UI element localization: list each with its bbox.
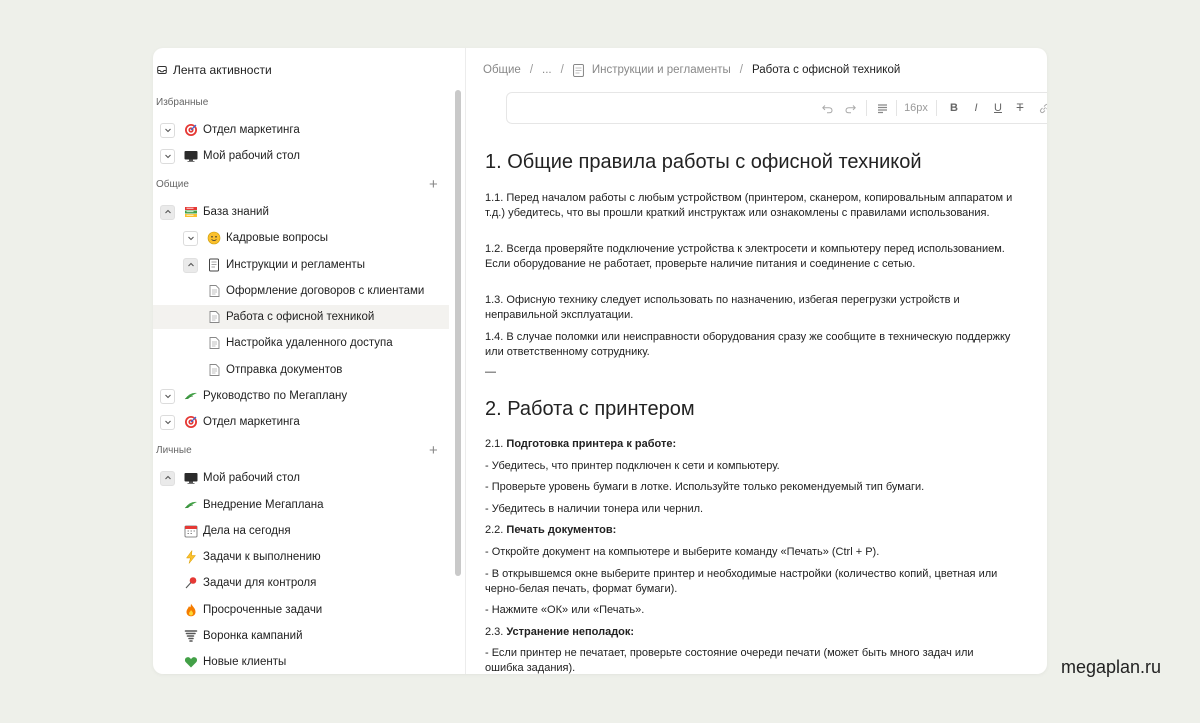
section-number: 2.1. [485, 438, 507, 450]
section-favorites: Избранные [156, 97, 209, 108]
collapse-toggle[interactable] [160, 471, 175, 486]
toolbar-divider [896, 100, 897, 116]
sidebar-item-knowledge-base[interactable] [160, 200, 269, 224]
paragraph-style-button[interactable] [875, 101, 889, 115]
main-content [466, 48, 1047, 674]
sidebar-item-label: Задачи к выполнению [203, 551, 321, 563]
target-icon [184, 123, 198, 137]
sidebar-scrollbar[interactable] [455, 90, 461, 576]
sidebar-item-contracts[interactable] [207, 279, 424, 303]
redo-icon [845, 103, 856, 114]
italic-button[interactable]: I [974, 102, 978, 114]
breadcrumb-current: Работа с офисной техникой [752, 64, 901, 76]
subheading-2-2 [485, 523, 1013, 538]
sidebar-item-remote-access[interactable] [207, 331, 393, 355]
lightning-icon [184, 550, 198, 564]
list-item: - В открывшемся окне выберите принтер и необходимые настройки (количество копий, цветная или черно-белая печать, формат бумаги). [485, 568, 998, 596]
breadcrumb-root[interactable]: Общие [483, 64, 521, 76]
redo-button[interactable] [843, 101, 857, 115]
page-icon [207, 284, 221, 298]
leaf-icon [184, 389, 198, 403]
fire-icon [184, 603, 198, 617]
page-icon [207, 310, 221, 324]
sidebar-item-campaigns[interactable] [184, 624, 303, 648]
target-icon [184, 415, 198, 429]
expand-toggle[interactable] [160, 389, 175, 404]
sidebar-item-label: Руководство по Мегаплану [203, 390, 348, 402]
breadcrumb-parent[interactable]: Инструкции и регламенты [591, 64, 731, 76]
breadcrumb-ellipsis[interactable]: ... [542, 64, 552, 76]
breadcrumb [483, 62, 900, 78]
sidebar-item-megaplan-guide[interactable] [160, 384, 347, 408]
heart-icon [184, 655, 198, 669]
font-size-select[interactable]: 16px [904, 102, 928, 114]
chevron-down-icon [164, 126, 172, 134]
sidebar-item-label: Внедрение Мегаплана [203, 499, 324, 511]
link-button[interactable] [1037, 101, 1047, 115]
section-title: Подготовка принтера к работе: [506, 438, 677, 450]
activity-feed-link[interactable] [157, 62, 272, 78]
link-icon [1039, 103, 1048, 114]
page-icon [207, 363, 221, 377]
sidebar-item-desktop-fav[interactable] [160, 144, 300, 168]
monitor-icon [184, 149, 198, 163]
editor-toolbar [506, 92, 1047, 124]
sidebar-item-today[interactable] [184, 519, 291, 543]
sidebar-item-sending-docs[interactable] [207, 358, 342, 382]
chevron-up-icon [187, 261, 195, 269]
sidebar-item-label: Настройка удаленного доступа [226, 337, 393, 349]
section-title: Устранение неполадок: [506, 626, 635, 638]
paragraph-icon [877, 103, 888, 114]
list-item: - Откройте документ на компьютере и выберите команду «Печать» (Ctrl + P). [485, 546, 880, 558]
sidebar-item-label: Отправка документов [226, 364, 343, 376]
breadcrumb-separator: / [529, 64, 534, 76]
chevron-down-icon [164, 392, 172, 400]
activity-feed-label: Лента активности [173, 63, 272, 77]
list-item: - Если принтер не печатает, проверьте состояние очереди печати (может быть много задач или ошибка задания). [485, 647, 974, 674]
add-common-button[interactable]: + [429, 176, 438, 193]
sidebar-item-label: Воронка кампаний [203, 630, 303, 642]
sidebar-item-office-equipment[interactable] [153, 305, 449, 329]
document-icon [573, 64, 584, 77]
sidebar-item-label: Задачи для контроля [203, 577, 317, 589]
toolbar-divider [936, 100, 937, 116]
paragraph-1-4: 1.4. В случае поломки или неисправности оборудования сразу же сообщите в техническую поддержку или ответственному сотруднику. [485, 331, 1011, 359]
sidebar-item-label: Кадровые вопросы [226, 232, 328, 244]
separator-dash: — [485, 366, 496, 378]
sidebar-item-overdue[interactable] [184, 598, 322, 622]
expand-toggle[interactable] [183, 231, 198, 246]
section-personal: Личные [156, 445, 192, 456]
document-icon [207, 258, 221, 272]
subheading-2-3 [485, 625, 1013, 640]
paragraph-1-1: 1.1. Перед началом работы с любым устройством (принтером, сканером, копировальным аппаратом и т.д.) убедитесь, что вы прошли краткий инструктаж или ознакомлены с правилами использования. [485, 192, 1013, 220]
leaf-icon [184, 498, 198, 512]
sidebar-item-label: Работа с офисной техникой [226, 311, 375, 323]
inbox-icon [157, 65, 167, 75]
collapse-toggle[interactable] [183, 258, 198, 273]
sidebar [153, 48, 466, 674]
paragraph-1-3: 1.3. Офисную технику следует использовать по назначению, избегая перегрузки устройств и неправильной эксплуатации. [485, 294, 960, 322]
strikethrough-button[interactable]: T [1016, 102, 1024, 114]
smile-icon [207, 231, 221, 245]
sidebar-item-label: Оформление договоров с клиентами [226, 285, 425, 297]
list-item: - Убедитесь, что принтер подключен к сети и компьютеру. [485, 460, 780, 472]
sidebar-item-hr[interactable] [183, 226, 328, 250]
undo-icon [822, 103, 833, 114]
sidebar-item-label: Мой рабочий стол [203, 150, 301, 162]
bold-button[interactable]: B [950, 102, 958, 114]
subheading-2-1 [485, 437, 1013, 452]
undo-button[interactable] [820, 101, 834, 115]
tornado-icon [184, 629, 198, 643]
sidebar-item-label: База знаний [203, 206, 269, 218]
sidebar-item-megaplan-rollout[interactable] [184, 493, 324, 517]
sidebar-item-label: Отдел маркетинга [203, 124, 300, 136]
expand-toggle[interactable] [160, 415, 175, 430]
heading-general-rules: 1. Общие правила работы с офисной техникой [485, 151, 922, 173]
monitor-icon [184, 471, 198, 485]
sidebar-item-todo[interactable] [184, 545, 321, 569]
breadcrumb-separator: / [739, 64, 743, 76]
section-title: Печать документов: [506, 524, 617, 536]
list-item: - Нажмите «ОК» или «Печать». [485, 604, 645, 616]
sidebar-item-marketing-fav[interactable] [160, 118, 300, 142]
chevron-down-icon [164, 152, 172, 160]
brand-watermark: megaplan.ru [1061, 657, 1162, 677]
sidebar-item-instructions[interactable] [183, 253, 365, 277]
heading-printer: 2. Работа с принтером [485, 398, 695, 420]
list-item: - Убедитесь в наличии тонера или чернил. [485, 503, 704, 515]
page-icon [207, 336, 221, 350]
expand-toggle[interactable] [160, 149, 175, 164]
section-number: 2.2. [485, 524, 507, 536]
toolbar-divider [866, 100, 867, 116]
app-window [153, 48, 1047, 674]
underline-button[interactable]: U [994, 102, 1002, 114]
sidebar-item-label: Дела на сегодня [203, 525, 291, 537]
add-personal-button[interactable]: + [429, 442, 438, 459]
chevron-up-icon [164, 474, 172, 482]
section-common: Общие [156, 179, 189, 190]
sidebar-item-label: Новые клиенты [203, 656, 287, 668]
chevron-down-icon [187, 234, 195, 242]
list-item: - Проверьте уровень бумаги в лотке. Используйте только рекомендуемый тип бумаги. [485, 481, 925, 493]
sidebar-item-control[interactable] [184, 571, 316, 595]
sidebar-item-label: Отдел маркетинга [203, 416, 300, 428]
collapse-toggle[interactable] [160, 205, 175, 220]
paragraph-1-2: 1.2. Всегда проверяйте подключение устройства к электросети и компьютеру перед использованием. Если оборудование не работает, проверьте наличие питания и соединение с сетью. [485, 243, 1005, 271]
sidebar-item-new-clients[interactable] [184, 650, 286, 674]
sidebar-item-desktop[interactable] [160, 466, 300, 490]
books-icon [184, 205, 198, 219]
expand-toggle[interactable] [160, 123, 175, 138]
sidebar-item-label: Мой рабочий стол [203, 472, 301, 484]
sidebar-item-marketing[interactable] [160, 410, 300, 434]
chevron-down-icon [164, 418, 172, 426]
breadcrumb-separator: / [560, 64, 564, 76]
chevron-up-icon [164, 208, 172, 216]
sidebar-item-label: Просроченные задачи [203, 604, 323, 616]
calendar-icon [184, 524, 198, 538]
pin-icon [184, 576, 198, 590]
sidebar-item-label: Инструкции и регламенты [226, 259, 365, 271]
section-number: 2.3. [485, 626, 507, 638]
